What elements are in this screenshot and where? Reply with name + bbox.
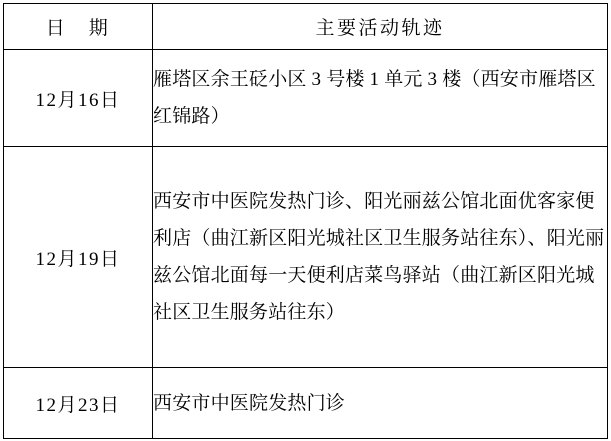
cell-trace: 西安市中医院发热门诊、阳光丽兹公馆北面优客家便利店（曲江新区阳光城社区卫生服务站往东）、阳光丽兹公馆北面每一天便利店菜鸟驿站（曲江新区阳光城社区卫生服务站往东） bbox=[153, 147, 608, 368]
column-header-date: 日 期 bbox=[4, 4, 153, 50]
table-row bbox=[4, 368, 608, 439]
table-row bbox=[4, 50, 608, 147]
table-header-row bbox=[4, 4, 608, 50]
cell-trace: 西安市中医院发热门诊 bbox=[153, 368, 608, 439]
cell-date: 12月19日 bbox=[4, 147, 153, 368]
activity-trace-table bbox=[3, 3, 608, 439]
cell-trace: 雁塔区余王砭小区 3 号楼 1 单元 3 楼（西安市雁塔区红锦路） bbox=[153, 50, 608, 147]
cell-date: 12月16日 bbox=[4, 50, 153, 147]
cell-date: 12月23日 bbox=[4, 368, 153, 439]
column-header-trace: 主要活动轨迹 bbox=[153, 4, 608, 50]
table-row bbox=[4, 147, 608, 368]
